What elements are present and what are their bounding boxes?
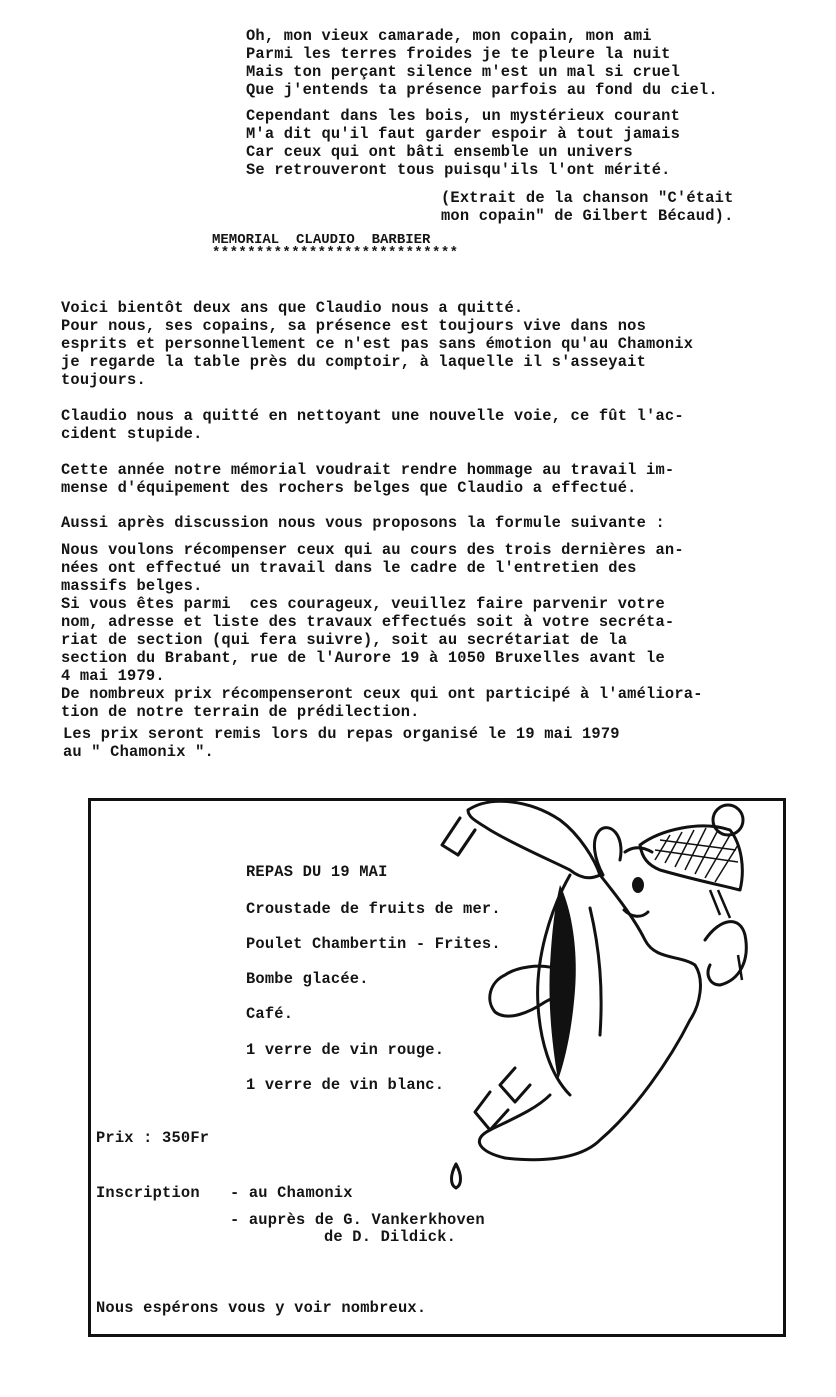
paragraph-line: au " Chamonix ". [63,743,214,761]
paragraph-line: nom, adresse et liste des travaux effectués soit à votre secréta- [61,613,675,631]
paragraph-line: De nombreux prix récompenseront ceux qui ont participé à l'améliora- [61,685,703,703]
poem-line: M'a dit qu'il faut garder espoir à tout jamais [246,125,681,143]
paragraph-line: Aussi après discussion nous vous proposons la formule suivante : [61,514,665,532]
menu-item: Croustade de fruits de mer. [246,900,501,918]
menu-item: 1 verre de vin blanc. [246,1076,445,1094]
paragraph-line: je regarde la table près du comptoir, à laquelle il s'asseyait [61,353,647,371]
paragraph-line: nées ont effectué un travail dans le cadre de l'entretien des [61,559,637,577]
menu-item: Café. [246,1005,294,1023]
menu-item: Poulet Chambertin - Frites. [246,935,501,953]
paragraph-line: massifs belges. [61,577,203,595]
paragraph-line: mense d'équipement des rochers belges que Claudio a effectué. [61,479,637,497]
paragraph-line: toujours. [61,371,146,389]
poem-line: Mais ton perçant silence m'est un mal si cruel [246,63,681,81]
eye-icon [632,877,644,893]
inscription-line: - au Chamonix [230,1184,353,1202]
nose [594,828,621,875]
paragraph-line: Pour nous, ses copains, sa présence est toujours vive dans nos [61,317,647,335]
inscription-label: Inscription [96,1184,200,1202]
closing-line: Nous espérons vous y voir nombreux. [96,1299,427,1317]
upper-lip [468,801,600,877]
poem-line: Oh, mon vieux camarade, mon copain, mon ami [246,27,652,45]
menu-price: Prix : 350Fr [96,1129,210,1147]
paragraph-line: 4 mai 1979. [61,667,165,685]
poem-line: Que j'entends ta présence parfois au fond du ciel. [246,81,718,99]
memorial-title-underline: **************************** [212,245,459,261]
inscription-line: de D. Dildick. [324,1228,457,1246]
menu-title: REPAS DU 19 MAI [246,863,388,881]
paragraph-line: esprits et personnellement ce n'est pas sans émotion qu'au Chamonix [61,335,694,353]
menu-item: Bombe glacée. [246,970,369,988]
eyebrow [625,848,652,852]
poem-line: Car ceux qui ont bâti ensemble un univers [246,143,633,161]
paragraph-line: riat de section (qui fera suivre), soit au secrétariat de la [61,631,628,649]
paragraph-line: Les prix seront remis lors du repas organisé le 19 mai 1979 [63,725,620,743]
poem-line: Se retrouveront tous puisqu'ils l'ont mérité. [246,161,671,179]
poem-attribution: mon copain" de Gilbert Bécaud). [441,207,734,225]
paragraph-line: Nous voulons récompenser ceux qui au cours des trois dernières an- [61,541,684,559]
paragraph-line: section du Brabant, rue de l'Aurore 19 à 1050 Bruxelles avant le [61,649,665,667]
menu-item: 1 verre de vin rouge. [246,1041,445,1059]
inscription-line: - auprès de G. Vankerkhoven [230,1211,485,1229]
paragraph-line: tion de notre terrain de prédilection. [61,703,420,721]
paragraph-line: Voici bientôt deux ans que Claudio nous a quitté. [61,299,524,317]
inner-cheek-line [590,908,601,1035]
paragraph-line: Claudio nous a quitté en nettoyant une nouvelle voie, ce fût l'ac- [61,407,684,425]
drool-drop [452,1164,461,1188]
cartoon-illustration [420,790,790,1210]
paragraph-line: Si vous êtes parmi ces courageux, veuillez faire parvenir votre [61,595,665,613]
hair [710,890,742,980]
paragraph-line: cident stupide. [61,425,203,443]
poem-attribution: (Extrait de la chanson "C'était [441,189,734,207]
memorial-title: MEMORIAL CLAUDIO BARBIER [212,232,431,248]
paragraph-line: Cette année notre mémorial voudrait rendre hommage au travail im- [61,461,675,479]
upper-tooth [458,830,475,855]
poem-line: Parmi les terres froides je te pleure la nuit [246,45,671,63]
lower-tooth [500,1068,530,1102]
poem-line: Cependant dans les bois, un mystérieux courant [246,107,681,125]
